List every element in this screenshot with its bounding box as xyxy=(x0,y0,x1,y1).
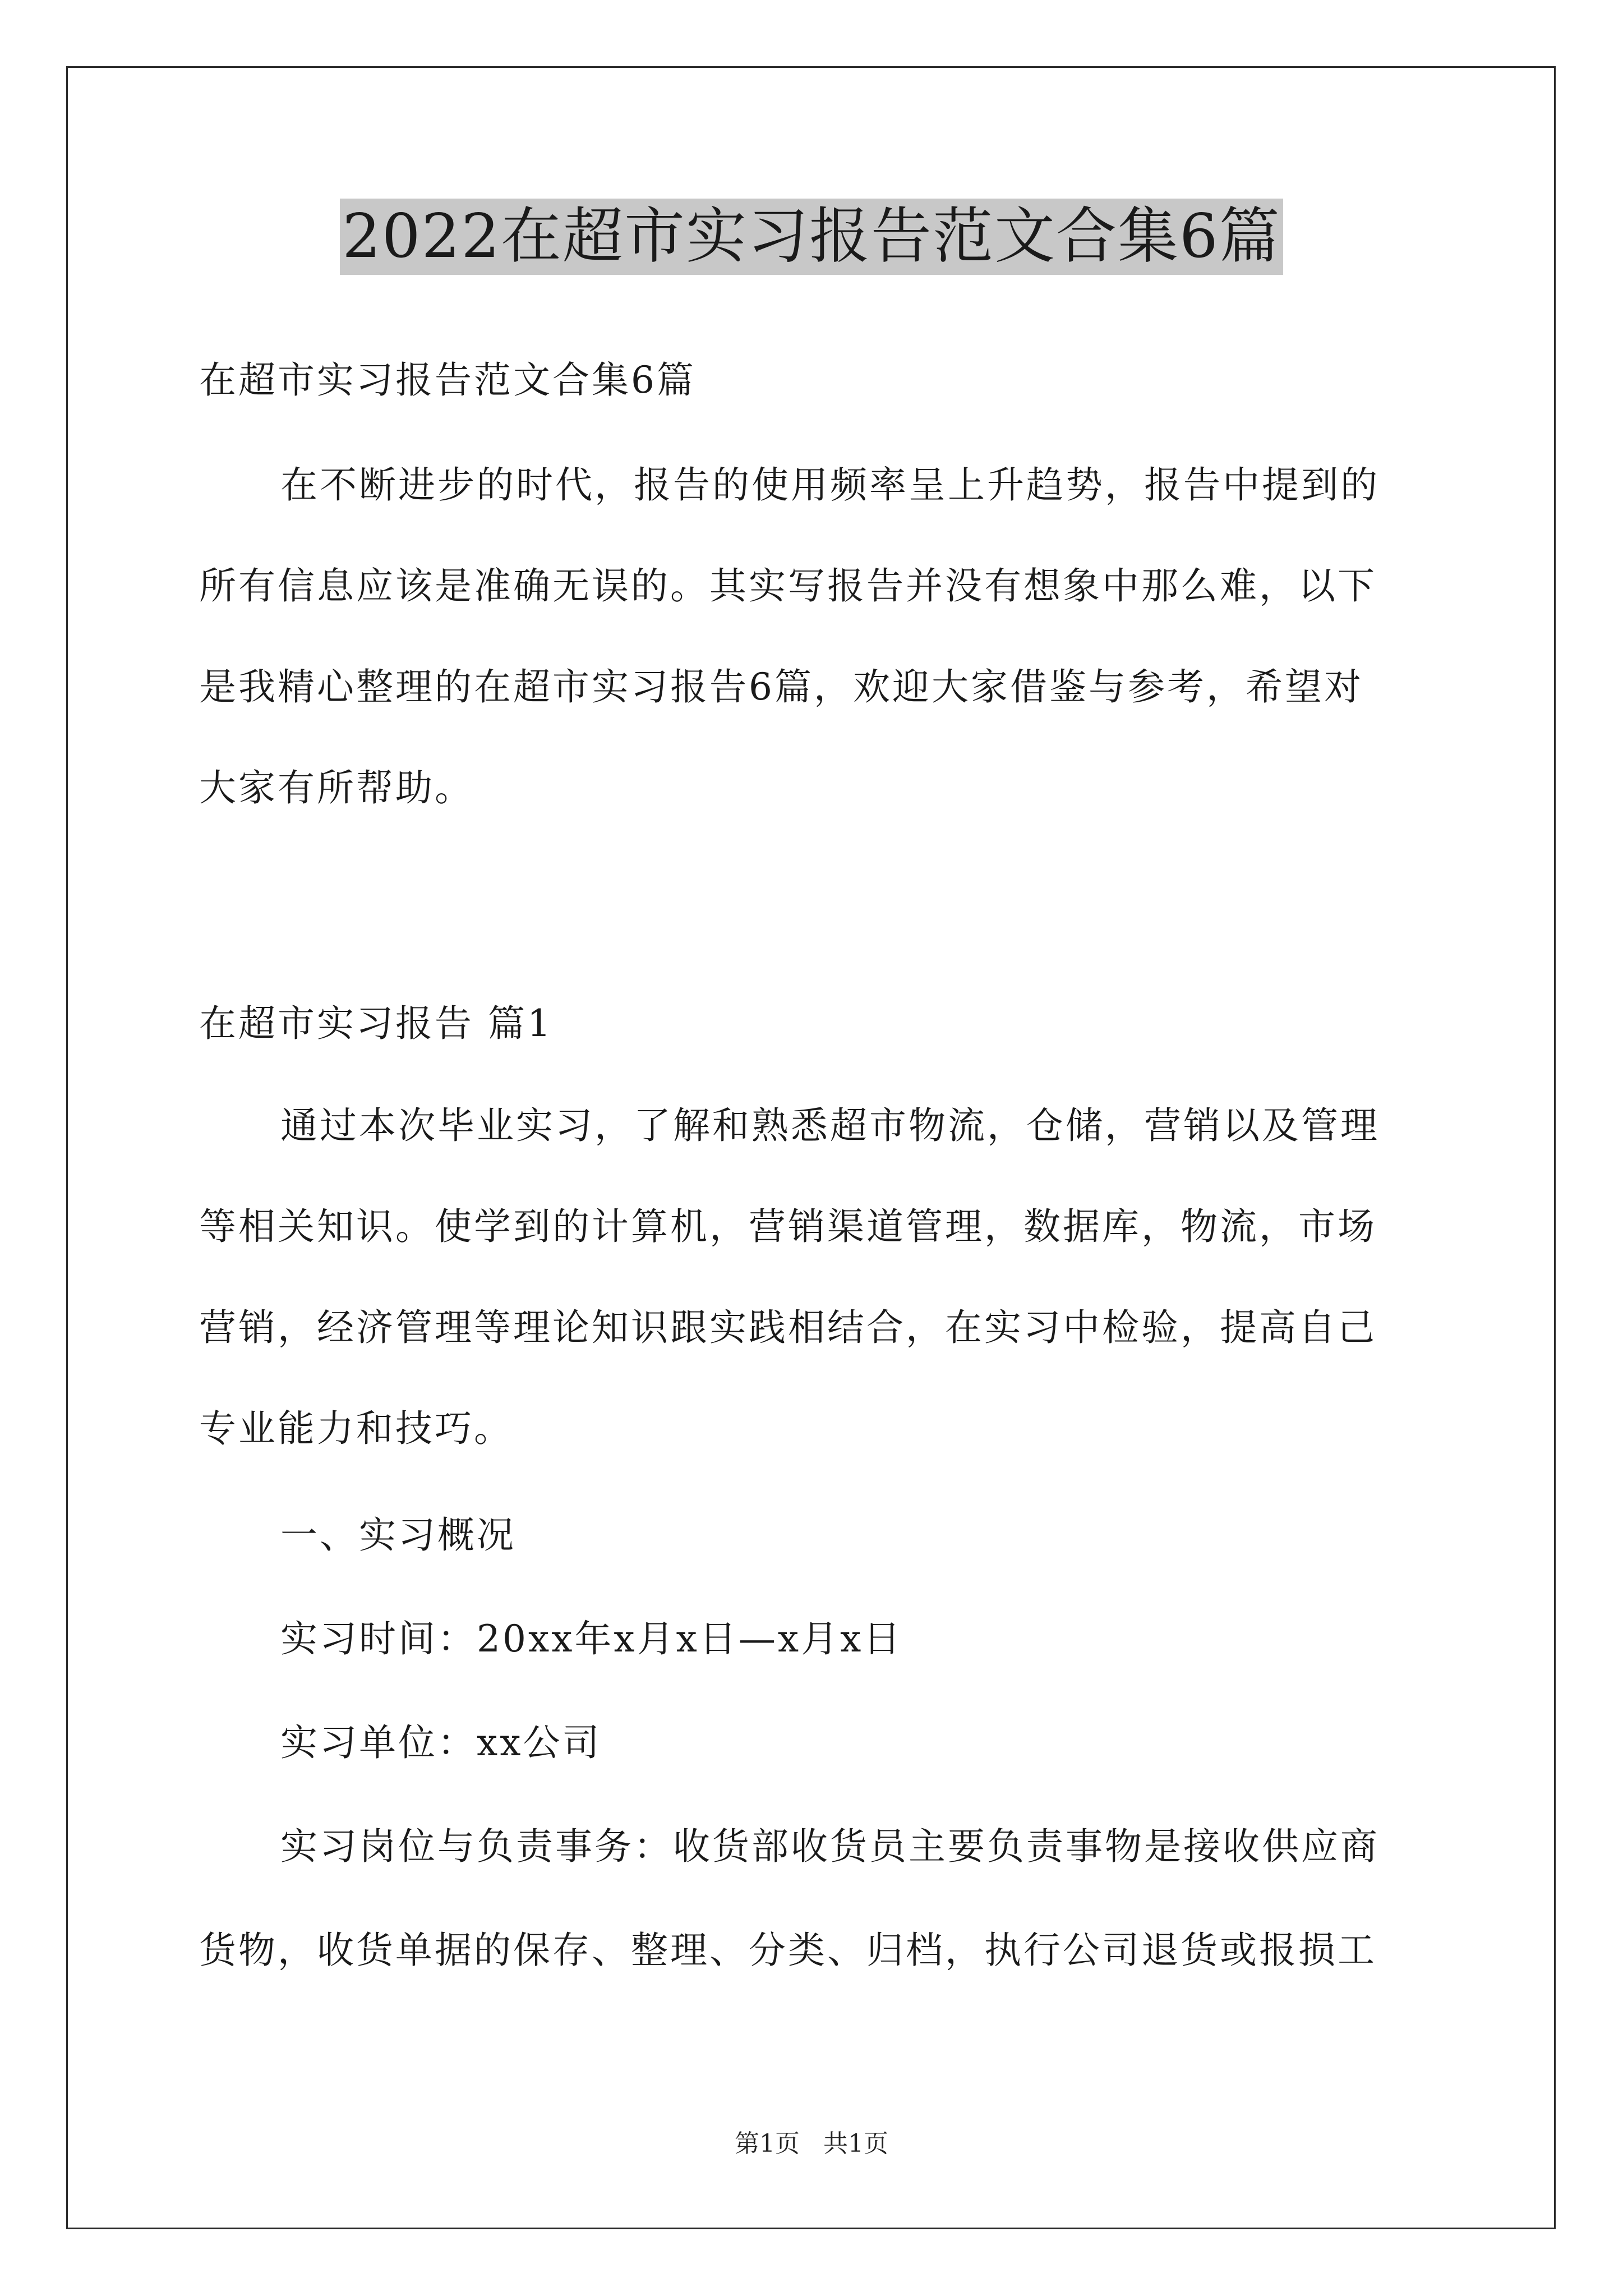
internship-unit: 实习单位：xx公司 xyxy=(280,1721,602,1764)
page-number: 第1页 xyxy=(735,2129,800,2158)
intro-line-1: 在不断进步的时代，报告的使用频率呈上升趋势，报告中提到的 xyxy=(280,463,1380,507)
internship-time: 实习时间：20xx年x月x日—x月x日 xyxy=(280,1617,903,1660)
paragraph-line-4: 专业能力和技巧。 xyxy=(199,1407,513,1450)
intro-line-3: 是我精心整理的在超市实习报告6篇，欢迎大家借鉴与参考，希望对 xyxy=(199,665,1363,708)
duty-line-2: 货物，收货单据的保存、整理、分类、归档，执行公司退货或报损工 xyxy=(199,1929,1377,1972)
title-container xyxy=(0,199,1623,275)
page-footer xyxy=(0,2127,1623,2161)
intro-line-2: 所有信息应该是准确无误的。其实写报告并没有想象中那么难，以下 xyxy=(199,564,1377,608)
paragraph-line-3: 营销，经济管理等理论知识跟实践相结合，在实习中检验，提高自己 xyxy=(199,1306,1377,1349)
duty-line-1: 实习岗位与负责事务：收货部收货员主要负责事物是接收供应商 xyxy=(280,1825,1380,1868)
intro-line-4: 大家有所帮助。 xyxy=(199,766,474,809)
document-subtitle: 在超市实习报告范文合集6篇 xyxy=(199,358,696,402)
document-title: 2022在超市实习报告范文合集6篇 xyxy=(340,199,1283,275)
paragraph-line-2: 等相关知识。使学到的计算机，营销渠道管理，数据库，物流，市场 xyxy=(199,1205,1377,1248)
paragraph-line-1: 通过本次毕业实习，了解和熟悉超市物流，仓储，营销以及管理 xyxy=(280,1104,1380,1147)
page-total: 共1页 xyxy=(823,2129,888,2158)
section-heading: 在超市实习报告 篇1 xyxy=(199,1002,553,1045)
subheading-overview: 一、实习概况 xyxy=(280,1513,516,1557)
